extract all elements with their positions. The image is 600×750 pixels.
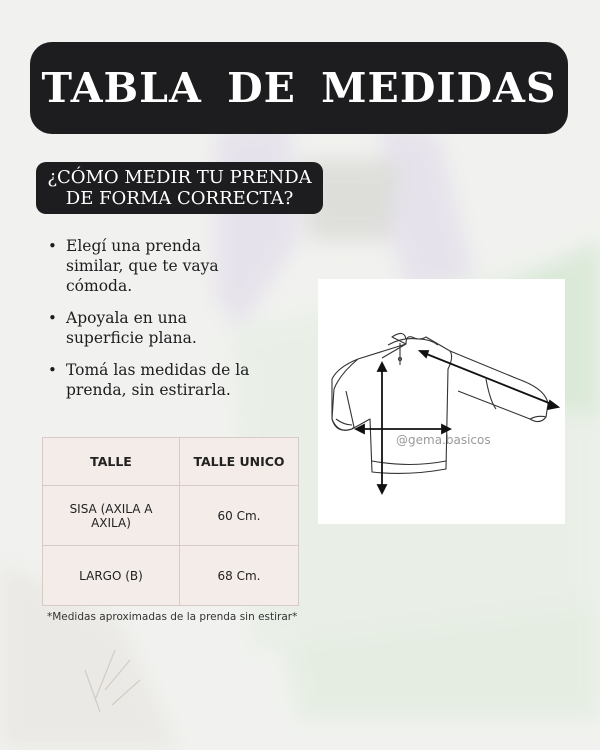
footnote: *Medidas aproximadas de la prenda sin estirar* [47, 611, 298, 623]
row-label-line-1: SISA (AXILA A [69, 501, 153, 516]
table-row [43, 486, 299, 546]
row-label-line-2: AXILA) [91, 515, 131, 530]
instruction-text: Elegí una prenda [66, 237, 202, 255]
instruction-text: cómoda. [66, 277, 133, 295]
instruction-text: Tomá las medidas de la [66, 361, 250, 379]
table-cell: 60 Cm. [180, 486, 299, 546]
subtitle-line-1: ¿CÓMO MEDIR TU PRENDA [47, 167, 312, 188]
instruction-text: Apoyala en una [66, 309, 187, 327]
instruction-text: superficie plana. [66, 329, 197, 347]
bullet-icon: • [48, 361, 57, 379]
watermark-text: @gema.basicos [396, 433, 491, 447]
table-row [43, 546, 299, 606]
bullet-icon: • [48, 237, 57, 255]
size-table [42, 437, 299, 606]
instruction-item [48, 236, 308, 296]
table-cell [43, 486, 180, 546]
subtitle-line-2: DE FORMA CORRECTA? [65, 188, 294, 209]
garment-measure-sketch [318, 279, 565, 524]
table-header-row [43, 438, 299, 486]
subtitle-banner [36, 162, 323, 214]
table-header: TALLE [43, 438, 180, 486]
sweater-diagram-icon [318, 279, 565, 524]
bullet-icon: • [48, 309, 57, 327]
instruction-text: prenda, sin estirarla. [66, 381, 231, 399]
title-banner [30, 42, 568, 134]
instructions-list [48, 236, 308, 412]
instruction-item [48, 308, 308, 348]
instruction-text: similar, que te vaya [66, 257, 219, 275]
table-cell: LARGO (B) [43, 546, 180, 606]
table-cell: 68 Cm. [180, 546, 299, 606]
instruction-item [48, 360, 308, 400]
table-header: TALLE UNICO [180, 438, 299, 486]
page-title: TABLA DE MEDIDAS [41, 64, 557, 112]
